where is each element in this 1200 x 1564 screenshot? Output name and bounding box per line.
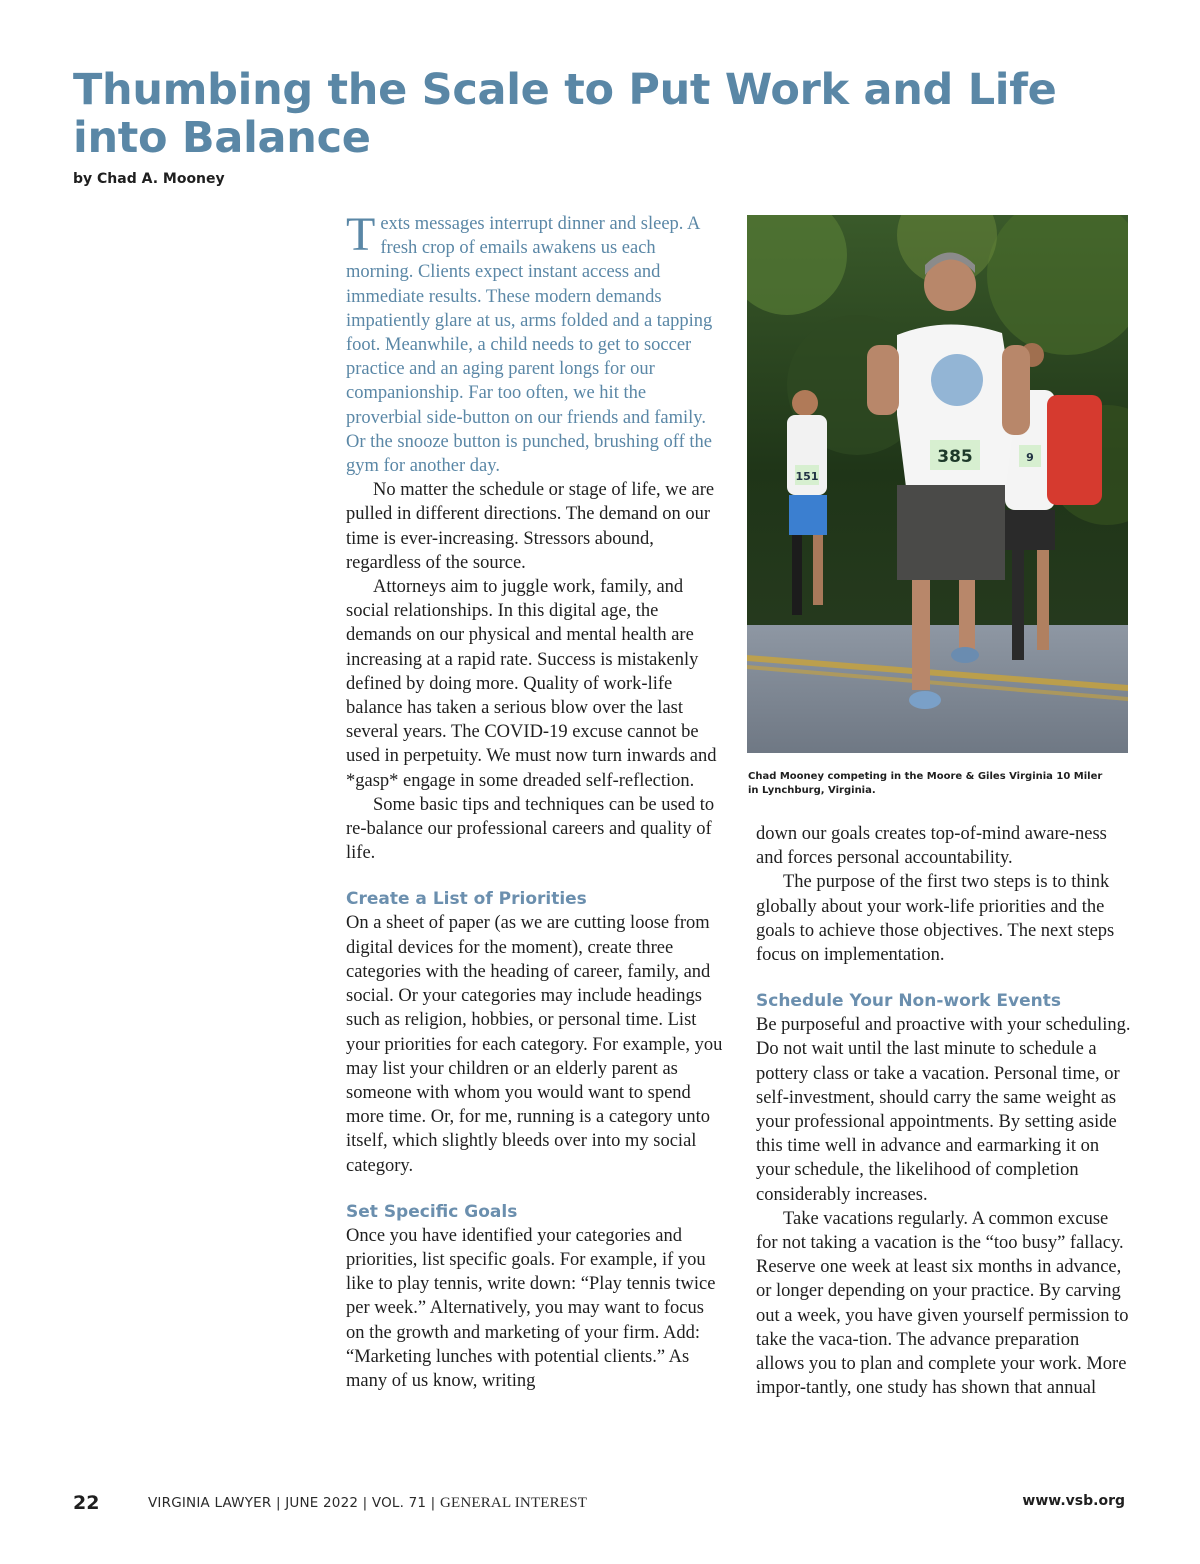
- body-paragraph: Be purposeful and proactive with your scheduling. Do not wait until the last minute to schedule a pottery class or take a vacation. Personal time, or self-investment, should carry the same weight as your professional appointments. By setting aside this time well in advance and earmarking it on your schedule, the likelihood of completion considerably increases.: [756, 1015, 1131, 1205]
- section-heading-goals: Set Specific Goals: [346, 1201, 518, 1222]
- byline: by Chad A. Mooney: [73, 171, 225, 187]
- section-heading-schedule: Schedule Your Non-work Events: [756, 991, 1061, 1012]
- road: [747, 625, 1128, 753]
- runner-photo: [747, 215, 1128, 753]
- footer-publication-info: VIRGINIA LAWYER | JUNE 2022 | VOL. 71 |: [148, 1495, 436, 1511]
- body-paragraph: Some basic tips and techniques can be used to re-balance our professional careers and quality of life.: [346, 794, 715, 864]
- section-heading-priorities: Create a List of Priorities: [346, 889, 587, 910]
- body-paragraph: Take vacations regularly. A common excuse for not taking a vacation is the “too busy” fallacy. Reserve one week at least six months in advance, or longer depending on your practice. By carving out a week, you have given yourself permission to take the vaca-tion. The advance preparation allows you to plan and complete your work. More impor-tantly, one study has shown that annual: [756, 1208, 1129, 1399]
- drop-cap: T: [346, 208, 376, 261]
- article-column-left: [346, 208, 724, 1393]
- footer-section: GENERAL INTEREST: [439, 1495, 588, 1511]
- article-column-right: [756, 822, 1131, 1400]
- page-number: 22: [73, 1492, 100, 1514]
- intro-paragraph: [346, 208, 724, 478]
- body-paragraph: Once you have identified your categories and priorities, list specific goals. For example, if you like to play tennis, write down: “Play tennis twice per week.” Alternatively, you may want to focus on the growth and marketing of your firm. Add: “Marketing lunches with potential clients.” As many of us know, writing: [346, 1225, 716, 1391]
- body-paragraph: Attorneys aim to juggle work, family, and social relationships. In this digital age, the demands on our physical and mental health are increasing at a rapid rate. Success is mistakenly defined by doing more. Quality of work-life balance has taken a serious blow over the last several years. The COVID-19 excuse cannot be used in perpetuity. We must now turn inwards and *gasp* engage in some dreaded self-reflection.: [346, 577, 717, 791]
- photo-caption: Chad Mooney competing in the Moore & Giles Virginia 10 Miler in Lynchburg, Virginia.: [748, 771, 1103, 796]
- bib-left: 151: [795, 470, 819, 483]
- body-paragraph: down our goals creates top-of-mind aware-ness and forces personal accountability.: [756, 824, 1107, 869]
- bib-main: 385: [937, 447, 973, 467]
- body-paragraph: No matter the schedule or stage of life, we are pulled in different directions. The demand on our time is ever-increasing. Stressors abound, regardless of the source.: [346, 480, 715, 573]
- bib-right: 9: [1026, 451, 1034, 464]
- footer-url[interactable]: www.vsb.org: [1022, 1493, 1125, 1509]
- intro-text: exts messages interrupt dinner and sleep. A fresh crop of emails awakens us each morning. Clients expect instant access and immediate results. These modern demands impatiently glare at us, arms folded and a tapping foot. Meanwhile, a child needs to get to soccer practice and an aging parent longs for our companionship. Far too often, we hit the proverbial side-button on our friends and family. Or the snooze button is punched, brushing off the gym for another day.: [346, 214, 713, 477]
- body-paragraph: The purpose of the first two steps is to think globally about your work-life priorities and the goals to achieve those objectives. The next steps focus on implementation.: [756, 872, 1115, 966]
- footer-publication: [148, 1495, 587, 1512]
- article-title: Thumbing the Scale to Put Work and Life into Balance: [73, 65, 1057, 163]
- body-paragraph: On a sheet of paper (as we are cutting loose from digital devices for the moment), create three categories with the heading of career, family, and social. Or your categories may include headings such as religion, hobbies, or personal time. List your priorities for each category. For example, you may list your children or an elderly parent as someone with whom you would want to spend more time. Or, for me, running is a category unto itself, which slightly bleeds over into my social category.: [346, 913, 723, 1176]
